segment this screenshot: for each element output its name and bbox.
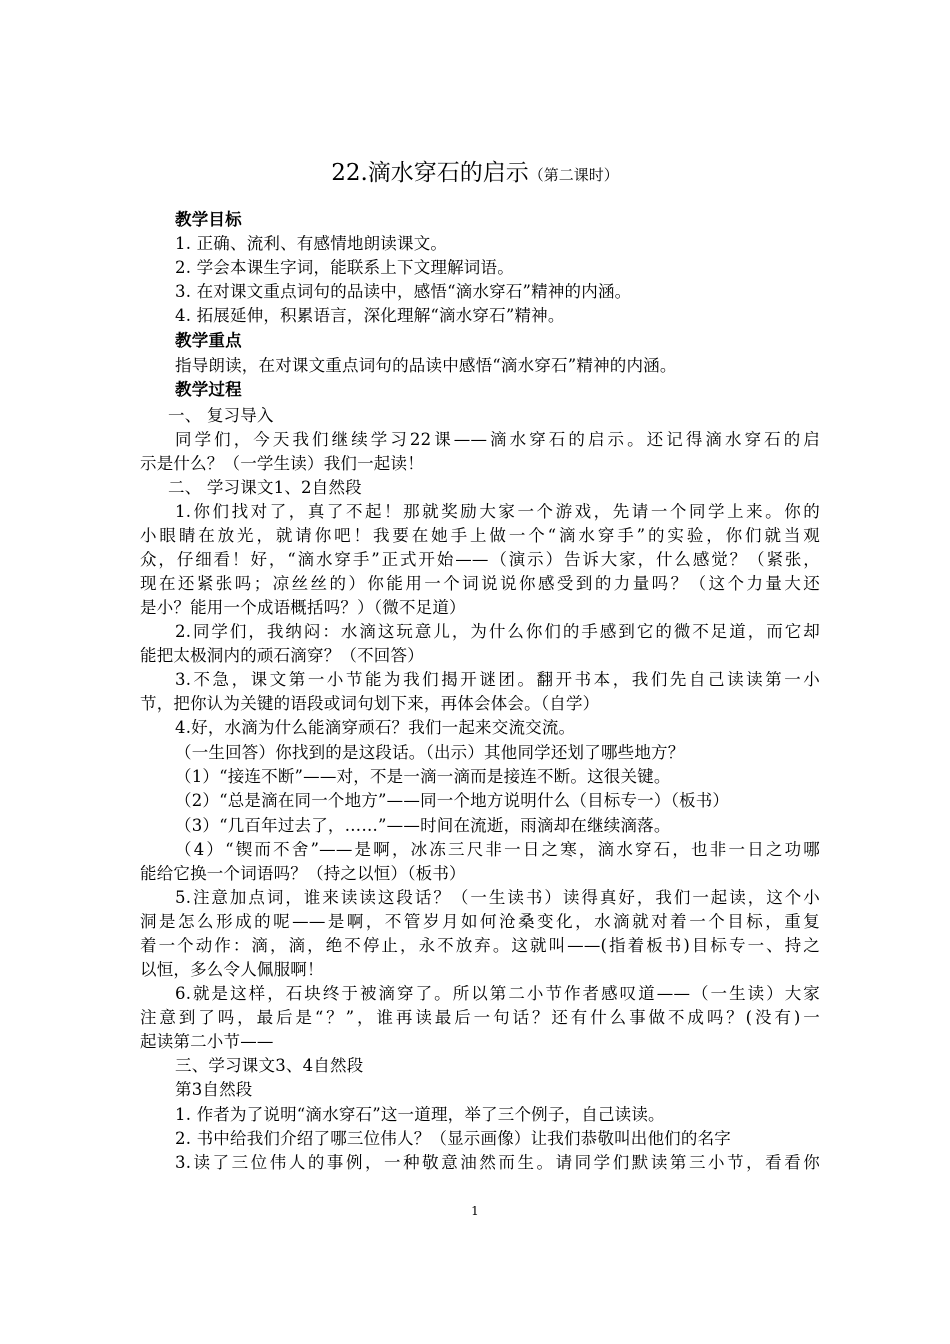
text-line: 小眼睛在放光，就请你吧！我要在她手上做一个“滴水穿手”的实验，你们就当观 xyxy=(140,526,820,545)
text-line: 1.你们找对了，真了不起！那就奖励大家一个游戏，先请一个同学上来。你的 xyxy=(175,502,820,521)
text-line: 3. 在对课文重点词句的品读中，感悟“滴水穿石”精神的内涵。 xyxy=(175,282,632,301)
text-line: 注意到了吗，最后是“？”，谁再读最后一句话？还有什么事做不成吗？(没有)一 xyxy=(140,1008,820,1027)
text-line: 三、学习课文3、4自然段 xyxy=(175,1056,364,1075)
text-line: 4.好，水滴为什么能滴穿顽石？我们一起来交流交流。 xyxy=(175,718,576,737)
title-main: 22.滴水穿石的启示 xyxy=(331,160,529,186)
text-line: 着一个动作：滴，滴，绝不停止，永不放弃。这就叫——(指着板书)目标专一、持之 xyxy=(140,936,820,955)
text-line: （3）“几百年过去了，……”——时间在流逝，雨滴却在继续滴落。 xyxy=(175,816,671,835)
text-line: 以恒，多么令人佩服啊！ xyxy=(140,960,324,979)
text-line: 是小？能用一个成语概括吗？）（微不足道） xyxy=(140,598,466,617)
document-title xyxy=(0,158,950,190)
text-line: 能给它换一个词语吗？（持之以恒）（板书） xyxy=(140,864,466,883)
text-line: （2）“总是滴在同一个地方”——同一个地方说明什么（目标专一）（板书） xyxy=(175,791,730,810)
text-line: 4. 拓展延伸，积累语言，深化理解“滴水穿石”精神。 xyxy=(175,306,565,325)
text-line: 1. 正确、流利、有感情地朗读课文。 xyxy=(175,234,448,253)
text-line: 节，把你认为关键的语段或词句划下来，再体会体会。（自学） xyxy=(140,694,600,713)
text-line: 起读第二小节—— xyxy=(140,1032,274,1051)
text-line: 指导朗读，在对课文重点词句的品读中感悟“滴水穿石”精神的内涵。 xyxy=(175,356,677,375)
text-line: 第3自然段 xyxy=(175,1080,253,1099)
text-line: 3.不急，课文第一小节能为我们揭开谜团。翻开书本，我们先自己读读第一小 xyxy=(175,670,820,689)
text-line: 2.同学们，我纳闷：水滴这玩意儿，为什么你们的手感到它的微不足道，而它却 xyxy=(175,622,820,641)
text-line: 现在还紧张吗；凉丝丝的）你能用一个词说说你感受到的力量吗？（这个力量大还 xyxy=(140,574,820,593)
text-line: 一、 复习导入 xyxy=(168,406,274,425)
section-heading: 教学重点 xyxy=(175,331,242,350)
section-heading: 教学目标 xyxy=(175,210,242,229)
text-line: 5.注意加点词，谁来读读这段话？（一生读书）读得真好，我们一起读，这个小 xyxy=(175,888,820,907)
text-line: 2. 书中给我们介绍了哪三位伟人？（显示画像）让我们恭敬叫出他们的名字 xyxy=(175,1129,731,1148)
text-line: 1. 作者为了说明“滴水穿石”这一道理，举了三个例子，自己读读。 xyxy=(175,1105,665,1124)
text-line: 能把太极洞内的顽石滴穿？（不回答） xyxy=(140,646,424,665)
text-line: （1）“接连不断”——对，不是一滴一滴而是接连不断。这很关键。 xyxy=(175,767,671,786)
section-heading: 教学过程 xyxy=(175,380,242,399)
text-line: 众，仔细看！好，“滴水穿手”正式开始——（演示）告诉大家，什么感觉？（紧张， xyxy=(140,550,820,569)
page-number: 1 xyxy=(471,1204,479,1218)
text-line: 3.读了三位伟人的事例，一种敬意油然而生。请同学们默读第三小节，看看你 xyxy=(175,1153,820,1172)
text-line: 洞是怎么形成的呢——是啊，不管岁月如何沧桑变化，水滴就对着一个目标，重复 xyxy=(140,912,820,931)
text-line: 同学们，今天我们继续学习22课——滴水穿石的启示。还记得滴水穿石的启 xyxy=(175,430,820,449)
text-line: （4）“锲而不舍”——是啊，冰冻三尺非一日之寒，滴水穿石，也非一日之功哪 xyxy=(175,840,820,859)
text-line: 示是什么？（一学生读）我们一起读！ xyxy=(140,454,424,473)
text-line: 二、 学习课文1、2自然段 xyxy=(168,478,362,497)
text-line: （一生回答）你找到的是这段话。（出示）其他同学还划了哪些地方？ xyxy=(175,743,685,762)
text-line: 2. 学会本课生字词，能联系上下文理解词语。 xyxy=(175,258,514,277)
text-line: 6.就是这样，石块终于被滴穿了。所以第二小节作者感叹道——（一生读）大家 xyxy=(175,984,820,1003)
title-sub: （第二课时） xyxy=(528,166,619,184)
